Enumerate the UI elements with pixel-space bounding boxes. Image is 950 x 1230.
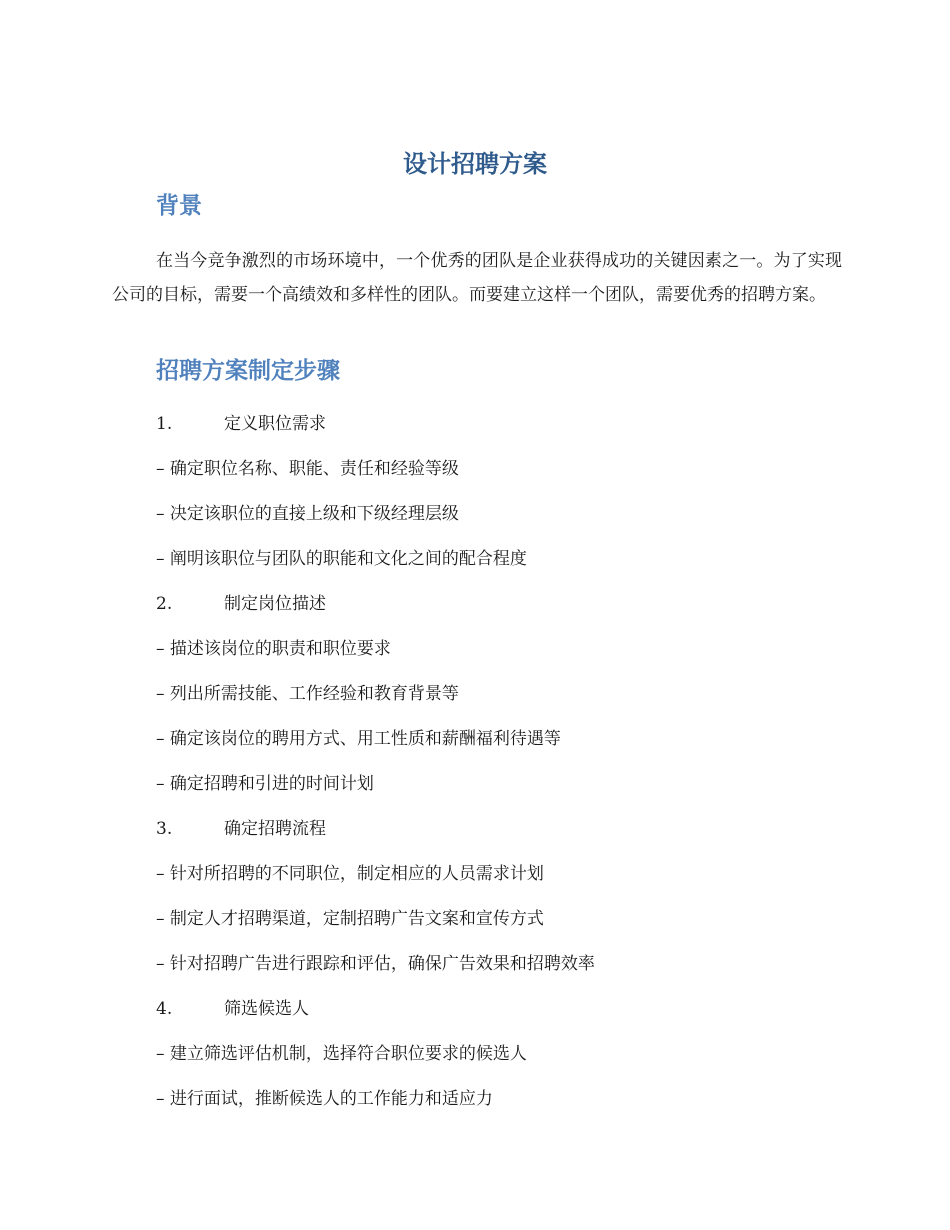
step-number: 2. bbox=[156, 594, 173, 614]
step-item bbox=[156, 996, 309, 1022]
background-paragraph: 在当今竞争激烈的市场环境中，一个优秀的团队是企业获得成功的关键因素之一。为了实现公司的目标，需要一个高绩效和多样性的团队。而要建立这样一个团队，需要优秀的招聘方案。 bbox=[112, 251, 842, 305]
step-bullet: – 针对招聘广告进行跟踪和评估，确保广告效果和招聘效率 bbox=[156, 954, 595, 974]
step-bullet: – 描述该岗位的职责和职位要求 bbox=[156, 639, 391, 659]
section-heading-background: 背景 bbox=[156, 193, 202, 219]
step-bullet: – 确定职位名称、职能、责任和经验等级 bbox=[156, 459, 459, 479]
document-title: 设计招聘方案 bbox=[403, 150, 547, 178]
step-number: 3. bbox=[156, 819, 173, 839]
step-bullet: – 列出所需技能、工作经验和教育背景等 bbox=[156, 684, 459, 704]
step-item bbox=[156, 816, 326, 842]
step-bullet: – 针对所招聘的不同职位，制定相应的人员需求计划 bbox=[156, 864, 544, 884]
step-bullet: – 确定该岗位的聘用方式、用工性质和薪酬福利待遇等 bbox=[156, 729, 561, 749]
step-bullet: – 进行面试，推断候选人的工作能力和适应力 bbox=[156, 1089, 493, 1109]
step-title: 筛选候选人 bbox=[224, 999, 309, 1019]
step-number: 4. bbox=[156, 999, 173, 1019]
step-title: 定义职位需求 bbox=[224, 414, 326, 434]
step-number: 1. bbox=[156, 414, 173, 434]
section-heading-steps: 招聘方案制定步骤 bbox=[156, 358, 340, 384]
step-item bbox=[156, 411, 326, 437]
step-bullet: – 确定招聘和引进的时间计划 bbox=[156, 774, 374, 794]
step-title: 确定招聘流程 bbox=[224, 819, 326, 839]
step-bullet: – 阐明该职位与团队的职能和文化之间的配合程度 bbox=[156, 549, 527, 569]
step-bullet: – 建立筛选评估机制，选择符合职位要求的候选人 bbox=[156, 1044, 527, 1064]
step-bullet: – 制定人才招聘渠道，定制招聘广告文案和宣传方式 bbox=[156, 909, 544, 929]
step-bullet: – 决定该职位的直接上级和下级经理层级 bbox=[156, 504, 459, 524]
step-item bbox=[156, 591, 326, 617]
step-title: 制定岗位描述 bbox=[224, 594, 326, 614]
